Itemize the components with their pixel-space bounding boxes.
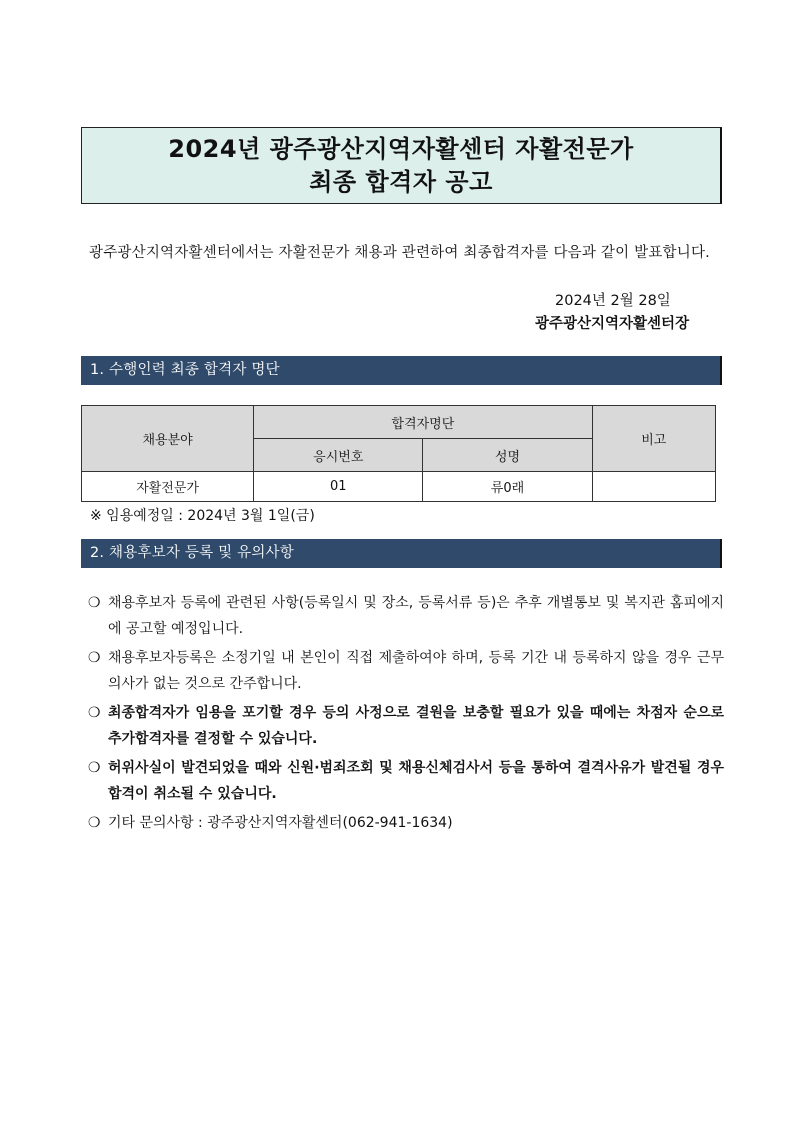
- cell-field: 자활전문가: [82, 472, 254, 502]
- circle-bullet-icon: ❍: [88, 760, 101, 776]
- notice-text: 채용후보자 등록에 관련된 사항(등록일시 및 장소, 등록서류 등)은 추후 개별통보 및 복지관 홈피에지에 공고할 예정입니다.: [108, 595, 724, 637]
- circle-bullet-icon: ❍: [88, 705, 101, 721]
- header-field: 채용분야: [82, 406, 254, 472]
- appointment-note: ※ 임용예정일 : 2024년 3월 1일(금): [90, 508, 315, 524]
- issuer-name: 광주광산지역자활센터장: [535, 316, 690, 332]
- cell-number: 01: [254, 472, 423, 502]
- header-number: 응시번호: [254, 439, 423, 472]
- page-title-line1: 2024년 광주광산지역자활센터 자활전문가: [168, 134, 634, 163]
- section1-heading: 1. 수행인력 최종 합격자 명단: [81, 356, 722, 385]
- notice-text: 최종합격자가 임용을 포기할 경우 등의 사정으로 결원을 보충할 필요가 있을 때에는 차점자 순으로 추가합격자를 결정할 수 있습니다.: [108, 705, 724, 747]
- notice-list: [88, 590, 724, 839]
- circle-bullet-icon: ❍: [88, 595, 101, 611]
- cell-remark: [592, 472, 715, 502]
- page-title-line2: 최종 합격자 공고: [309, 167, 493, 196]
- section2-heading: 2. 채용후보자 등록 및 유의사항: [81, 539, 722, 568]
- title-box: [81, 127, 722, 204]
- announcement-date: 2024년 2월 28일: [555, 293, 671, 309]
- cell-name: 류0래: [423, 472, 592, 502]
- header-name: 성명: [423, 439, 592, 472]
- roster-table: [81, 405, 716, 502]
- notice-text: 허위사실이 발견되었을 때와 신원·범죄조회 및 채용신체검사서 등을 통하여 결격사유가 발견될 경우 합격이 취소될 수 있습니다.: [108, 760, 724, 802]
- list-item: [88, 755, 724, 807]
- intro-text: 광주광산지역자활센터에서는 자활전문가 채용과 관련하여 최종합격자를 다음과 같이 발표합니다.: [89, 245, 710, 261]
- circle-bullet-icon: ❍: [88, 650, 101, 666]
- list-item: [88, 810, 724, 836]
- header-remark: 비고: [592, 406, 715, 472]
- header-group: 합격자명단: [254, 406, 592, 439]
- table-row: [82, 472, 716, 502]
- notice-text: 채용후보자등록은 소정기일 내 본인이 직접 제출하여야 하며, 등록 기간 내 등록하지 않을 경우 근무의사가 없는 것으로 간주합니다.: [108, 650, 724, 692]
- list-item: [88, 645, 724, 697]
- circle-bullet-icon: ❍: [88, 815, 101, 831]
- list-item: [88, 700, 724, 752]
- notice-text: 기타 문의사항 : 광주광산지역자활센터(062-941-1634): [108, 815, 453, 831]
- list-item: [88, 590, 724, 642]
